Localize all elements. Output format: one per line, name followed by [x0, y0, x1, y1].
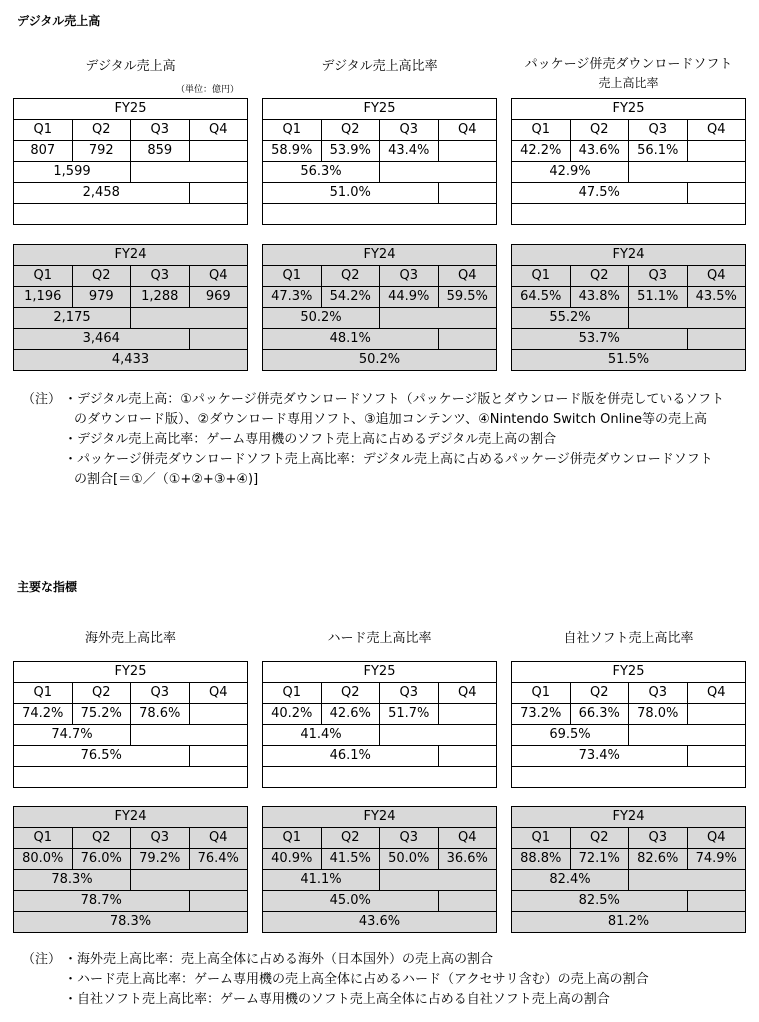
- quarter-header: Q3: [380, 828, 439, 849]
- fiscal-year-row: [512, 245, 746, 266]
- empty-cell: [131, 162, 248, 183]
- empty-cell: [380, 308, 497, 329]
- note-text: のダウンロード版）、②ダウンロード専用ソフト、③追加コンテンツ、④Nintendo Switch Online等の売上高: [74, 412, 708, 427]
- full-year-value: 43.6%: [263, 912, 497, 933]
- quarter-value: 75.2%: [72, 704, 131, 725]
- table-title-line: ハード売上高比率: [327, 631, 432, 646]
- half-year-value: 56.3%: [263, 162, 380, 183]
- quarter-header-row: [512, 120, 746, 141]
- note-text: ・パッケージ併売ダウンロードソフト売上高比率：デジタル売上高に占めるパッケージ併売ダウンロードソフト: [64, 452, 713, 467]
- note-label: （注）: [22, 392, 62, 407]
- quarter-header: Q2: [321, 120, 380, 141]
- fiscal-year-label: FY24: [14, 245, 248, 266]
- fy24-table: [511, 244, 746, 371]
- empty-cell: [438, 329, 497, 350]
- quarter-values-row: [512, 704, 746, 725]
- fy25-table: [13, 98, 248, 225]
- nine-month-row: [263, 891, 497, 912]
- quarter-header: Q2: [570, 120, 629, 141]
- note-text: ・デジタル売上高：①パッケージ併売ダウンロードソフト（パッケージ版とダウンロード版を併売しているソフト: [64, 392, 725, 407]
- fiscal-year-label: FY25: [512, 662, 746, 683]
- nine-month-row: [512, 183, 746, 204]
- quarter-value: [189, 704, 248, 725]
- table-title: [13, 630, 248, 648]
- quarter-value: [687, 141, 746, 162]
- quarter-header: Q1: [14, 683, 73, 704]
- quarter-value: [438, 141, 497, 162]
- quarter-header: Q2: [321, 828, 380, 849]
- quarter-value: 42.2%: [512, 141, 571, 162]
- empty-cell: [687, 746, 746, 767]
- half-year-value: 41.1%: [263, 870, 380, 891]
- full-year-value: 50.2%: [263, 350, 497, 371]
- empty-cell: [629, 725, 746, 746]
- nine-month-value: 48.1%: [263, 329, 439, 350]
- quarter-header: Q1: [512, 828, 571, 849]
- nine-month-row: [14, 329, 248, 350]
- quarter-value: 44.9%: [380, 287, 439, 308]
- quarter-header: Q1: [14, 120, 73, 141]
- quarter-value: 36.6%: [438, 849, 497, 870]
- half-year-value: 42.9%: [512, 162, 629, 183]
- full-year-row: [263, 767, 497, 788]
- full-year-row: [14, 912, 248, 933]
- quarter-header: Q4: [189, 828, 248, 849]
- half-year-row: [263, 308, 497, 329]
- quarter-header: Q2: [321, 683, 380, 704]
- quarter-value: 47.3%: [263, 287, 322, 308]
- nine-month-row: [512, 329, 746, 350]
- half-year-value: 1,599: [14, 162, 131, 183]
- quarter-header-row: [512, 828, 746, 849]
- full-year-row: [14, 350, 248, 371]
- quarter-values-row: [14, 704, 248, 725]
- quarter-header: Q1: [14, 266, 73, 287]
- quarter-value: 58.9%: [263, 141, 322, 162]
- note-text: ・自社ソフト売上高比率：ゲーム専用機のソフト売上高全体に占める自社ソフト売上高の割合: [64, 992, 610, 1007]
- full-year-row: [263, 912, 497, 933]
- note-spacer: [22, 430, 64, 450]
- fiscal-year-row: [263, 807, 497, 828]
- quarter-value: 78.6%: [131, 704, 190, 725]
- quarter-header: Q1: [263, 120, 322, 141]
- quarter-value: 79.2%: [131, 849, 190, 870]
- quarter-header-row: [263, 683, 497, 704]
- quarter-header: Q1: [14, 828, 73, 849]
- quarter-values-row: [512, 141, 746, 162]
- note-line: [22, 470, 724, 490]
- quarter-values-row: [512, 849, 746, 870]
- empty-cell: [131, 725, 248, 746]
- fy24-table: [13, 244, 248, 371]
- empty-cell: [131, 870, 248, 891]
- quarter-header: Q3: [629, 266, 688, 287]
- fy24-table: [262, 806, 497, 933]
- quarter-header: Q3: [629, 828, 688, 849]
- quarter-value: 66.3%: [570, 704, 629, 725]
- nine-month-value: 3,464: [14, 329, 190, 350]
- note-spacer: [22, 450, 64, 470]
- half-year-row: [263, 162, 497, 183]
- quarter-values-row: [263, 704, 497, 725]
- note-text: の割合[＝①／（①+②+③+④)]: [74, 472, 259, 487]
- empty-cell: [438, 183, 497, 204]
- quarter-header-row: [14, 120, 248, 141]
- quarter-header: Q1: [263, 828, 322, 849]
- half-year-row: [512, 162, 746, 183]
- empty-cell: [189, 329, 248, 350]
- quarter-header: Q1: [512, 266, 571, 287]
- quarter-value: 59.5%: [438, 287, 497, 308]
- note-text: ・ハード売上高比率：ゲーム専用機の売上高全体に占めるハード（アクセサリ含む）の売上高の割合: [64, 972, 649, 987]
- fiscal-year-row: [14, 807, 248, 828]
- full-year-value: 51.5%: [512, 350, 746, 371]
- note-spacer: [22, 970, 64, 990]
- fiscal-year-label: FY25: [263, 662, 497, 683]
- nine-month-value: 47.5%: [512, 183, 688, 204]
- quarter-value: 76.0%: [72, 849, 131, 870]
- empty-cell: [380, 162, 497, 183]
- quarter-value: [438, 704, 497, 725]
- table-title: [511, 630, 746, 648]
- quarter-header-row: [263, 266, 497, 287]
- section-heading: デジタル売上高: [17, 14, 101, 28]
- full-year-row: [14, 767, 248, 788]
- full-year-value: [263, 204, 497, 225]
- full-year-row: [512, 350, 746, 371]
- nine-month-row: [263, 183, 497, 204]
- nine-month-value: 51.0%: [263, 183, 439, 204]
- note-line: [22, 430, 724, 450]
- quarter-value: 80.0%: [14, 849, 73, 870]
- quarter-header-row: [14, 266, 248, 287]
- unit-label: （単位：億円）: [176, 85, 240, 95]
- nine-month-value: 2,458: [14, 183, 190, 204]
- fiscal-year-label: FY24: [512, 807, 746, 828]
- fy25-table: [511, 98, 746, 225]
- quarter-value: 43.5%: [687, 287, 746, 308]
- full-year-value: 4,433: [14, 350, 248, 371]
- quarter-header: Q1: [263, 683, 322, 704]
- half-year-value: 69.5%: [512, 725, 629, 746]
- table-title-line: デジタル売上高: [85, 59, 176, 74]
- full-year-value: [263, 767, 497, 788]
- half-year-row: [14, 308, 248, 329]
- nine-month-row: [14, 746, 248, 767]
- quarter-value: 74.9%: [687, 849, 746, 870]
- quarter-value: 82.6%: [629, 849, 688, 870]
- quarter-header: Q4: [438, 266, 497, 287]
- half-year-value: 41.4%: [263, 725, 380, 746]
- fy25-table: [13, 661, 248, 788]
- empty-cell: [687, 329, 746, 350]
- note-spacer: [22, 470, 64, 490]
- empty-cell: [380, 725, 497, 746]
- quarter-header-row: [512, 683, 746, 704]
- quarter-value: [189, 141, 248, 162]
- full-year-value: 81.2%: [512, 912, 746, 933]
- quarter-value: 40.9%: [263, 849, 322, 870]
- quarter-header: Q4: [189, 120, 248, 141]
- table-title-line: デジタル売上高比率: [321, 59, 438, 74]
- fiscal-year-row: [512, 99, 746, 120]
- note-line: [22, 950, 649, 970]
- table-title-line: パッケージ併売ダウンロードソフト: [524, 57, 733, 72]
- quarter-value: 1,196: [14, 287, 73, 308]
- quarter-value: 64.5%: [512, 287, 571, 308]
- fiscal-year-label: FY25: [512, 99, 746, 120]
- table-title-line: 自社ソフト売上高比率: [563, 631, 694, 646]
- quarter-values-row: [14, 287, 248, 308]
- half-year-row: [263, 870, 497, 891]
- fiscal-year-row: [263, 99, 497, 120]
- quarter-header: Q4: [687, 266, 746, 287]
- fiscal-year-label: FY24: [512, 245, 746, 266]
- quarter-value: 72.1%: [570, 849, 629, 870]
- quarter-header-row: [14, 683, 248, 704]
- nine-month-row: [14, 891, 248, 912]
- quarter-header: Q3: [380, 120, 439, 141]
- quarter-value: 78.0%: [629, 704, 688, 725]
- quarter-header: Q1: [512, 120, 571, 141]
- empty-cell: [687, 183, 746, 204]
- fiscal-year-row: [14, 245, 248, 266]
- full-year-value: 78.3%: [14, 912, 248, 933]
- full-year-row: [512, 912, 746, 933]
- nine-month-value: 82.5%: [512, 891, 688, 912]
- table-title-line: 海外売上高比率: [84, 631, 176, 646]
- table-title-line: 売上高比率: [598, 76, 659, 90]
- quarter-value: 51.1%: [629, 287, 688, 308]
- quarter-value: 73.2%: [512, 704, 571, 725]
- quarter-value: 40.2%: [263, 704, 322, 725]
- table-title: [13, 58, 248, 76]
- quarter-header: Q3: [131, 266, 190, 287]
- quarter-header: Q1: [263, 266, 322, 287]
- half-year-value: 50.2%: [263, 308, 380, 329]
- empty-cell: [438, 891, 497, 912]
- half-year-row: [512, 870, 746, 891]
- quarter-header-row: [512, 266, 746, 287]
- quarter-values-row: [14, 849, 248, 870]
- section-heading: 主要な指標: [17, 580, 78, 594]
- note-text: ・海外売上高比率：売上高全体に占める海外（日本国外）の売上高の割合: [64, 952, 494, 967]
- half-year-value: 2,175: [14, 308, 131, 329]
- fiscal-year-label: FY25: [14, 662, 248, 683]
- quarter-values-row: [263, 287, 497, 308]
- quarter-header: Q4: [438, 683, 497, 704]
- quarter-header-row: [14, 828, 248, 849]
- empty-cell: [629, 162, 746, 183]
- quarter-value: 76.4%: [189, 849, 248, 870]
- quarter-value: 42.6%: [321, 704, 380, 725]
- note-text: ・デジタル売上高比率：ゲーム専用機のソフト売上高に占めるデジタル売上高の割合: [64, 432, 557, 447]
- note-line: [22, 390, 724, 410]
- table-title: [262, 630, 497, 648]
- nine-month-value: 53.7%: [512, 329, 688, 350]
- quarter-value: 56.1%: [629, 141, 688, 162]
- fiscal-year-label: FY24: [263, 245, 497, 266]
- half-year-value: 78.3%: [14, 870, 131, 891]
- empty-cell: [629, 870, 746, 891]
- quarter-header: Q1: [512, 683, 571, 704]
- empty-cell: [189, 891, 248, 912]
- fy24-table: [262, 244, 497, 371]
- fiscal-year-label: FY24: [263, 807, 497, 828]
- note-spacer: [22, 990, 64, 1010]
- nine-month-value: 45.0%: [263, 891, 439, 912]
- fy24-table: [511, 806, 746, 933]
- note-line: [22, 450, 724, 470]
- nine-month-row: [512, 746, 746, 767]
- full-year-row: [14, 204, 248, 225]
- quarter-value: 88.8%: [512, 849, 571, 870]
- fiscal-year-row: [263, 662, 497, 683]
- half-year-value: 74.7%: [14, 725, 131, 746]
- quarter-value: 41.5%: [321, 849, 380, 870]
- fiscal-year-label: FY25: [263, 99, 497, 120]
- half-year-row: [14, 725, 248, 746]
- empty-cell: [438, 746, 497, 767]
- half-year-row: [512, 725, 746, 746]
- quarter-values-row: [14, 141, 248, 162]
- quarter-header: Q3: [131, 828, 190, 849]
- quarter-values-row: [512, 287, 746, 308]
- fy25-table: [262, 661, 497, 788]
- nine-month-row: [14, 183, 248, 204]
- quarter-value: 51.7%: [380, 704, 439, 725]
- quarter-header-row: [263, 120, 497, 141]
- table-title: [262, 58, 497, 76]
- fiscal-year-row: [263, 245, 497, 266]
- half-year-row: [263, 725, 497, 746]
- full-year-value: [14, 204, 248, 225]
- fiscal-year-row: [512, 807, 746, 828]
- quarter-values-row: [263, 141, 497, 162]
- nine-month-row: [263, 746, 497, 767]
- quarter-value: 50.0%: [380, 849, 439, 870]
- quarter-header: Q2: [72, 828, 131, 849]
- note-line: [22, 990, 649, 1010]
- fiscal-year-row: [14, 662, 248, 683]
- empty-cell: [131, 308, 248, 329]
- quarter-values-row: [263, 849, 497, 870]
- empty-cell: [629, 308, 746, 329]
- empty-cell: [380, 870, 497, 891]
- full-year-row: [512, 204, 746, 225]
- quarter-value: 43.4%: [380, 141, 439, 162]
- note-label: （注）: [22, 952, 62, 967]
- quarter-header: Q4: [687, 828, 746, 849]
- table-title: [511, 56, 746, 92]
- full-year-row: [512, 767, 746, 788]
- fy25-table: [511, 661, 746, 788]
- notes: [22, 390, 724, 490]
- full-year-row: [263, 204, 497, 225]
- quarter-header: Q3: [629, 120, 688, 141]
- fiscal-year-row: [512, 662, 746, 683]
- quarter-value: 43.6%: [570, 141, 629, 162]
- quarter-header: Q3: [380, 266, 439, 287]
- quarter-header: Q2: [72, 266, 131, 287]
- note-line: [22, 410, 724, 430]
- nine-month-value: 46.1%: [263, 746, 439, 767]
- quarter-header-row: [263, 828, 497, 849]
- nine-month-row: [263, 329, 497, 350]
- empty-cell: [189, 183, 248, 204]
- full-year-row: [263, 350, 497, 371]
- quarter-header: Q4: [438, 828, 497, 849]
- quarter-value: 53.9%: [321, 141, 380, 162]
- quarter-header: Q2: [321, 266, 380, 287]
- quarter-header: Q2: [570, 266, 629, 287]
- quarter-value: 43.8%: [570, 287, 629, 308]
- notes: [22, 950, 649, 1010]
- full-year-value: [512, 767, 746, 788]
- quarter-value: 859: [131, 141, 190, 162]
- quarter-value: 54.2%: [321, 287, 380, 308]
- quarter-header: Q4: [687, 120, 746, 141]
- quarter-header: Q4: [189, 266, 248, 287]
- quarter-header: Q3: [380, 683, 439, 704]
- full-year-value: [512, 204, 746, 225]
- fiscal-year-row: [14, 99, 248, 120]
- quarter-header: Q4: [438, 120, 497, 141]
- fy24-table: [13, 806, 248, 933]
- half-year-value: 55.2%: [512, 308, 629, 329]
- quarter-header: Q2: [72, 120, 131, 141]
- half-year-value: 82.4%: [512, 870, 629, 891]
- quarter-value: 969: [189, 287, 248, 308]
- empty-cell: [687, 891, 746, 912]
- nine-month-row: [512, 891, 746, 912]
- quarter-header: Q2: [72, 683, 131, 704]
- quarter-value: [687, 704, 746, 725]
- quarter-header: Q4: [687, 683, 746, 704]
- quarter-value: 1,288: [131, 287, 190, 308]
- note-spacer: [22, 410, 64, 430]
- quarter-header: Q3: [629, 683, 688, 704]
- empty-cell: [189, 746, 248, 767]
- quarter-header: Q3: [131, 120, 190, 141]
- fiscal-year-label: FY25: [14, 99, 248, 120]
- quarter-value: 74.2%: [14, 704, 73, 725]
- half-year-row: [14, 870, 248, 891]
- quarter-value: 979: [72, 287, 131, 308]
- nine-month-value: 76.5%: [14, 746, 190, 767]
- quarter-header: Q2: [570, 828, 629, 849]
- note-line: [22, 970, 649, 990]
- quarter-value: 807: [14, 141, 73, 162]
- quarter-header: Q2: [570, 683, 629, 704]
- quarter-header: Q4: [189, 683, 248, 704]
- full-year-value: [14, 767, 248, 788]
- quarter-value: 792: [72, 141, 131, 162]
- quarter-header: Q3: [131, 683, 190, 704]
- half-year-row: [512, 308, 746, 329]
- fiscal-year-label: FY24: [14, 807, 248, 828]
- nine-month-value: 78.7%: [14, 891, 190, 912]
- nine-month-value: 73.4%: [512, 746, 688, 767]
- fy25-table: [262, 98, 497, 225]
- half-year-row: [14, 162, 248, 183]
